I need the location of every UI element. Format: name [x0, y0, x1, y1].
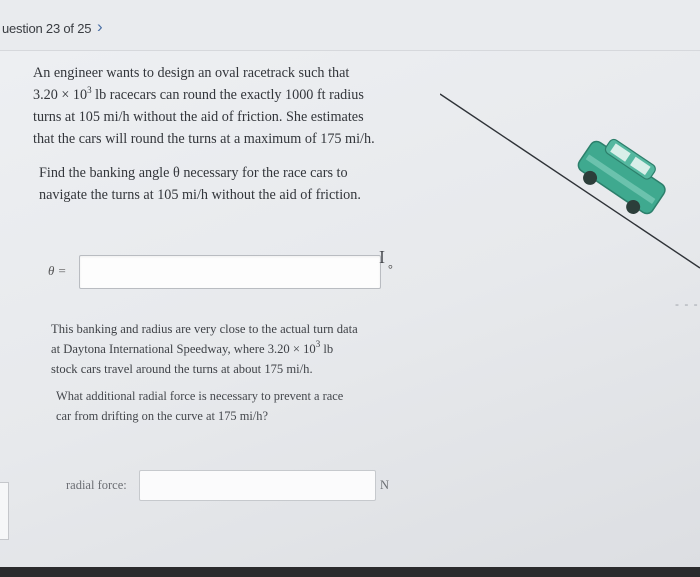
- radial-force-input[interactable]: [139, 470, 376, 501]
- exponent: 3: [87, 85, 92, 95]
- bank-line: [440, 94, 700, 268]
- theta-answer-input[interactable]: [79, 255, 381, 289]
- banking-angle-question: [39, 162, 399, 206]
- text-cursor-icon: Ｉ: [374, 248, 391, 267]
- car-on-banked-track-icon: [440, 90, 700, 280]
- side-panel-tab[interactable]: [0, 482, 9, 540]
- info-line: What additional radial force is necessary to prevent a race: [56, 389, 344, 403]
- problem-line: navigate the turns at 105 mi/h without the aid of friction.: [39, 187, 361, 203]
- overflow-dots: - - -: [675, 297, 699, 311]
- problem-line: lb racecars can round the exactly 1000 ft radius: [91, 87, 364, 103]
- info-line: lb: [320, 342, 334, 356]
- radial-force-label: radial force:: [66, 478, 127, 492]
- theta-label: θ =: [48, 263, 67, 278]
- daytona-info: [51, 319, 411, 379]
- radial-force-question: [56, 386, 396, 426]
- problem-line: 3.20 × 10: [33, 87, 88, 103]
- problem-line: turns at 105 mi/h without the aid of friction. She estimates: [33, 109, 364, 125]
- exponent: 3: [315, 339, 321, 349]
- degree-unit: °: [388, 262, 393, 276]
- question-counter: uestion 23 of 25: [2, 21, 92, 36]
- question-header: [0, 0, 700, 51]
- problem-line: that the cars will round the turns at a maximum of 175 mi/h.: [33, 131, 375, 147]
- problem-line: An engineer wants to design an oval racetrack such that: [33, 65, 350, 81]
- bottom-edge: [0, 567, 700, 577]
- info-line: stock cars travel around the turns at about 175 mi/h.: [51, 362, 313, 376]
- problem-line: Find the banking angle θ necessary for the race cars to: [39, 165, 348, 181]
- newton-unit: N: [380, 478, 390, 492]
- info-line: at Daytona International Speedway, where 3.20 × 10: [51, 342, 316, 356]
- car-icon: [571, 130, 674, 223]
- info-line: car from drifting on the curve at 175 mi/h?: [56, 409, 268, 423]
- problem-statement: [33, 62, 413, 150]
- info-line: This banking and radius are very close to the actual turn data: [51, 322, 358, 336]
- chevron-right-icon[interactable]: ›: [97, 17, 103, 36]
